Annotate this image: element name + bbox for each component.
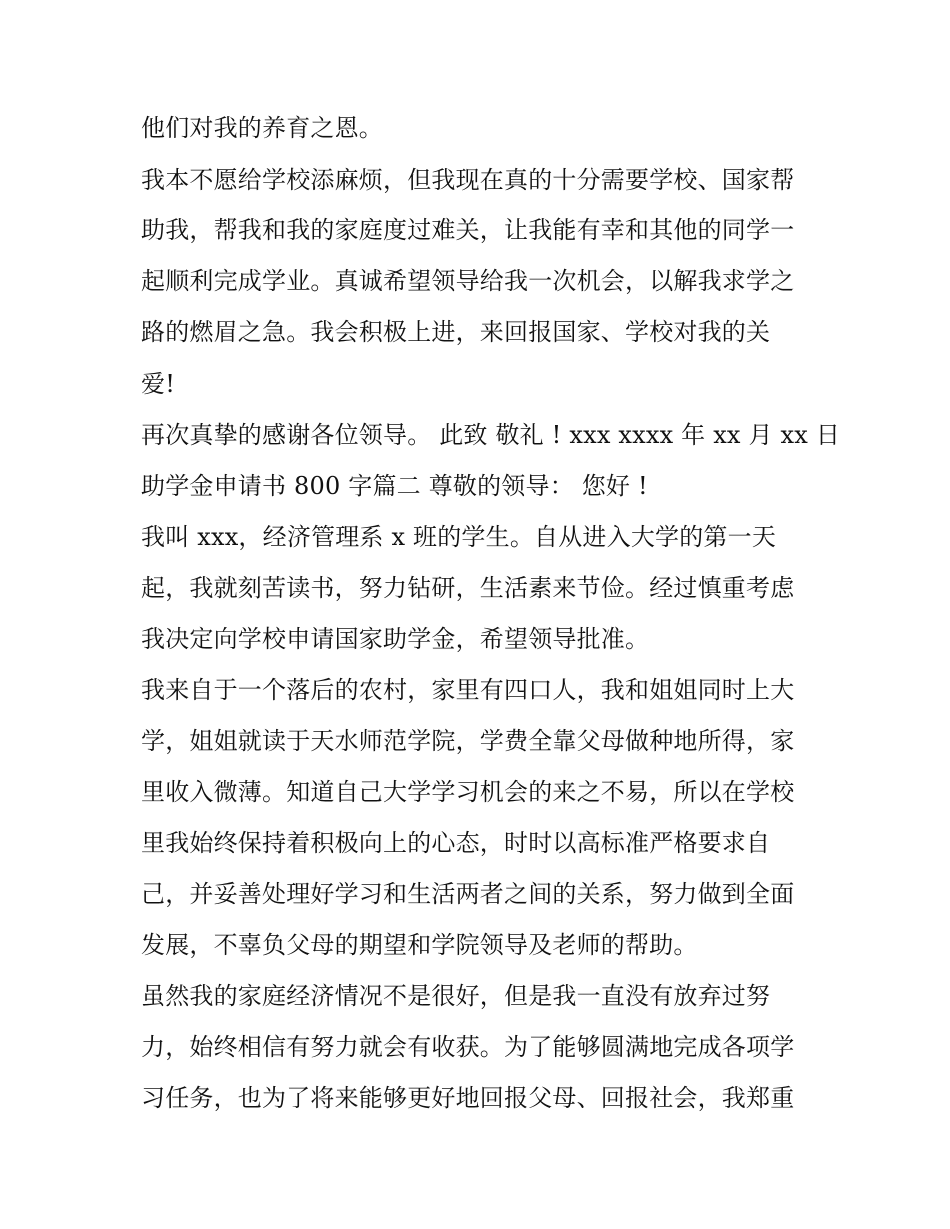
text-line: 己，并妥善处理好学习和生活两者之间的关系，努力做到全面 [141, 880, 795, 908]
text-line: 他们对我的养育之恩。 [141, 114, 383, 142]
text-line: 我本不愿给学校添麻烦，但我现在真的十分需要学校、国家帮 [141, 166, 795, 194]
text-line: 爱! [141, 370, 176, 398]
text-line: 起顺利完成学业。真诚希望领导给我一次机会，以解我求学之 [141, 267, 795, 295]
text-line: 助我，帮我和我的家庭度过难关，让我能有幸和其他的同学一 [141, 216, 795, 244]
text-line: 我来自于一个落后的农村，家里有四口人，我和姐姐同时上大 [141, 676, 795, 704]
text-line: 起，我就刻苦读书，努力钻研，生活素来节俭。经过慎重考虑 [141, 574, 795, 602]
text-line: 力，始终相信有努力就会有收获。为了能够圆满地完成各项学 [141, 1033, 795, 1061]
text-line: 虽然我的家庭经济情况不是很好，但是我一直没有放弃过努 [141, 982, 771, 1010]
text-line: 我叫 xxx，经济管理系 x 班的学生。自从进入大学的第一天 [141, 523, 777, 551]
text-line: 我决定向学校申请国家助学金，希望领导批准。 [141, 625, 650, 653]
text-line: 再次真挚的感谢各位领导。 此致 敬礼 ! xxx xxxx 年 xx 月 xx 日 [141, 421, 841, 449]
text-line: 发展，不辜负父母的期望和学院领导及老师的帮助。 [141, 931, 698, 959]
text-line: 学，姐姐就读于天水师范学院，学费全靠父母做种地所得，家 [141, 727, 795, 755]
text-line: 习任务，也为了将来能够更好地回报父母、回报社会，我郑重 [141, 1084, 795, 1112]
text-line: 助学金申请书 800 字篇二 尊敬的领导： 您好 ! [141, 472, 648, 500]
text-line: 里收入微薄。知道自己大学学习机会的来之不易，所以在学校 [141, 778, 795, 806]
text-line: 里我始终保持着积极向上的心态，时时以高标准严格要求自 [141, 829, 771, 857]
text-line: 路的燃眉之急。我会积极上进，来回报国家、学校对我的关 [141, 318, 771, 346]
